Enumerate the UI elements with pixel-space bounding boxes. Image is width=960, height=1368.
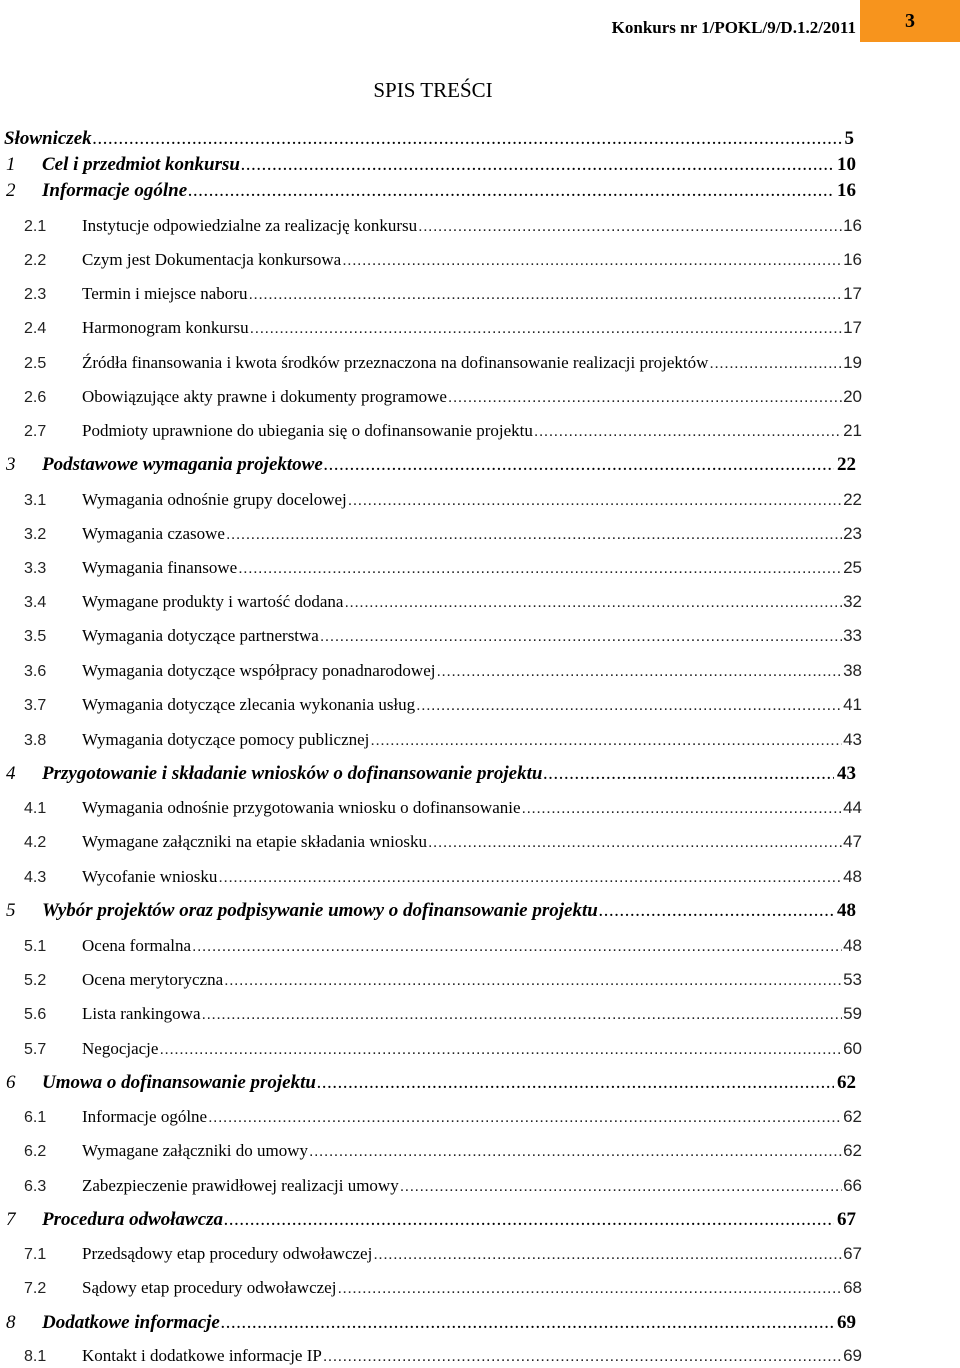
toc-entry-row bbox=[24, 284, 862, 304]
toc-entry-row bbox=[24, 798, 862, 818]
toc-entry-row bbox=[24, 730, 862, 750]
toc-entry-title: Wymagania dotyczące pomocy publicznej bbox=[82, 730, 370, 749]
dot-leader bbox=[436, 663, 842, 681]
toc-section-entry[interactable] bbox=[0, 822, 960, 852]
toc-entry-number: 2.7 bbox=[24, 423, 47, 440]
toc-entry-page: 43 bbox=[837, 763, 856, 784]
toc-entry-number: 7.1 bbox=[24, 1246, 47, 1263]
toc-entry-number: 4 bbox=[6, 763, 16, 784]
toc-entry-number: 4.1 bbox=[24, 800, 47, 817]
toc-entry-number: 2.3 bbox=[24, 286, 47, 303]
toc-entry-title: Czym jest Dokumentacja konkursowa bbox=[82, 250, 342, 269]
toc-entry-row bbox=[24, 970, 862, 990]
toc-entry-title: Wymagania dotyczące partnerstwa bbox=[82, 626, 319, 645]
toc-entry-page: 17 bbox=[843, 318, 862, 337]
toc-entry-number: 7.2 bbox=[24, 1280, 47, 1297]
toc-entry-page: 48 bbox=[843, 867, 862, 886]
dot-leader bbox=[320, 628, 842, 646]
toc-chapter-entry[interactable] bbox=[0, 755, 960, 785]
document-reference: Konkurs nr 1/POKL/9/D.1.2/2011 bbox=[611, 18, 856, 37]
toc-entry-row bbox=[24, 353, 862, 373]
toc-entry-page: 23 bbox=[843, 524, 862, 543]
toc-entry-title: Przygotowanie i składanie wniosków o dofinansowanie projektu bbox=[42, 763, 543, 784]
toc-entry-page: 16 bbox=[843, 250, 862, 269]
toc-entry-number: 2.1 bbox=[24, 218, 47, 235]
dot-leader bbox=[221, 1312, 834, 1334]
toc-entry-page: 22 bbox=[837, 454, 856, 475]
toc-entry-row bbox=[24, 1278, 862, 1298]
toc-section-entry[interactable] bbox=[0, 1268, 960, 1298]
dot-leader bbox=[428, 834, 842, 852]
toc-entry-number: 6.3 bbox=[24, 1178, 47, 1195]
toc-entry-number: 5.1 bbox=[24, 938, 47, 955]
dot-leader bbox=[373, 1246, 842, 1264]
toc-entry-title: Instytucje odpowiedzialne za realizację konkursu bbox=[82, 216, 418, 235]
toc-entry-page: 5 bbox=[844, 128, 854, 149]
toc-section-entry[interactable] bbox=[0, 616, 960, 646]
toc-entry-row bbox=[24, 832, 862, 852]
dot-leader bbox=[400, 1178, 842, 1196]
toc-entry-number: 3.8 bbox=[24, 732, 47, 749]
toc-entry-page: 43 bbox=[843, 730, 862, 749]
toc-entry-number: 6 bbox=[6, 1072, 16, 1093]
toc-entry-page: 60 bbox=[843, 1039, 862, 1058]
dot-leader bbox=[344, 594, 842, 612]
toc-section-entry[interactable] bbox=[0, 308, 960, 338]
dot-leader bbox=[370, 732, 842, 750]
toc-entry-title: Wymagane produkty i wartość dodana bbox=[82, 592, 344, 611]
toc-entry-number: 5.6 bbox=[24, 1006, 47, 1023]
toc-entry-page: 68 bbox=[843, 1278, 862, 1297]
toc-entry-row bbox=[24, 626, 862, 646]
toc-entry-row bbox=[24, 490, 862, 510]
toc-entry-title: Wymagania odnośnie przygotowania wniosku o dofinansowanie bbox=[82, 798, 521, 817]
toc-entry-number: 2.5 bbox=[24, 355, 47, 372]
toc-entry-row bbox=[24, 250, 862, 270]
dot-leader bbox=[238, 560, 842, 578]
toc-entry-title: Termin i miejsce naboru bbox=[82, 284, 248, 303]
dot-leader bbox=[448, 389, 842, 407]
toc-entry-row bbox=[24, 387, 862, 407]
toc-entry-row bbox=[24, 1141, 862, 1161]
toc-entry-page: 53 bbox=[843, 970, 862, 989]
toc-entry-page: 67 bbox=[837, 1209, 856, 1230]
toc-entry-row bbox=[24, 592, 862, 612]
toc-entry-row bbox=[6, 1072, 856, 1094]
dot-leader bbox=[348, 492, 842, 510]
toc-entry-title: Słowniczek bbox=[4, 128, 92, 149]
toc-entry-number: 4.2 bbox=[24, 834, 47, 851]
toc-entry-number: 1 bbox=[6, 154, 16, 175]
toc-entry-title: Obowiązujące akty prawne i dokumenty programowe bbox=[82, 387, 447, 406]
toc-entry-page: 48 bbox=[843, 936, 862, 955]
dot-leader bbox=[226, 526, 842, 544]
toc-entry-page: 62 bbox=[843, 1107, 862, 1126]
toc-entry-title: Wymagane załączniki na etapie składania wniosku bbox=[82, 832, 427, 851]
dot-leader bbox=[337, 1280, 842, 1298]
toc-entry-row bbox=[24, 1176, 862, 1196]
toc-section-entry[interactable] bbox=[0, 1234, 960, 1264]
toc-entry-row bbox=[6, 1312, 856, 1334]
toc-entry-row bbox=[24, 1039, 862, 1059]
toc-section-entry[interactable] bbox=[0, 514, 960, 544]
dot-leader bbox=[188, 180, 834, 202]
dot-leader bbox=[224, 972, 842, 990]
toc-section-entry[interactable] bbox=[0, 206, 960, 236]
toc-entry-row bbox=[24, 216, 862, 236]
toc-entry-page: 48 bbox=[837, 900, 856, 921]
toc-entry-number: 3.2 bbox=[24, 526, 47, 543]
toc-entry-page: 33 bbox=[843, 626, 862, 645]
toc-entry-page: 47 bbox=[843, 832, 862, 851]
dot-leader bbox=[248, 286, 842, 304]
dot-leader bbox=[159, 1041, 842, 1059]
toc-entry-title: Podstawowe wymagania projektowe bbox=[42, 454, 323, 475]
toc-chapter-entry[interactable] bbox=[0, 892, 960, 922]
toc-entry-title: Dodatkowe informacje bbox=[42, 1312, 220, 1333]
toc-section-entry[interactable] bbox=[0, 1166, 960, 1196]
toc-entry-row bbox=[6, 180, 856, 202]
toc-entry-title: Informacje ogólne bbox=[82, 1107, 208, 1126]
dot-leader bbox=[342, 252, 842, 270]
dot-leader bbox=[224, 1209, 834, 1231]
toc-entry-number: 2.4 bbox=[24, 320, 47, 337]
toc-entry-row bbox=[24, 1244, 862, 1264]
toc-entry-title: Wymagane załączniki do umowy bbox=[82, 1141, 309, 1160]
dot-leader bbox=[192, 938, 842, 956]
toc-entry-number: 3 bbox=[6, 454, 16, 475]
toc-entry-row bbox=[24, 936, 862, 956]
toc-section-entry[interactable] bbox=[0, 685, 960, 715]
toc-entry-page: 16 bbox=[837, 180, 856, 201]
toc-entry-title: Zabezpieczenie prawidłowej realizacji umowy bbox=[82, 1176, 399, 1195]
toc-entry-row bbox=[24, 1107, 862, 1127]
dot-leader bbox=[599, 900, 834, 922]
toc-chapter-entry[interactable] bbox=[0, 1064, 960, 1094]
toc-entry-title: Sądowy etap procedury odwoławczej bbox=[82, 1278, 337, 1297]
toc-entry-number: 2 bbox=[6, 180, 16, 201]
toc-entry-title: Wymagania dotyczące zlecania wykonania usług bbox=[82, 695, 416, 714]
toc-entry-title: Harmonogram konkursu bbox=[82, 318, 249, 337]
toc-chapter-entry[interactable] bbox=[0, 172, 960, 202]
toc-entry-title: Informacje ogólne bbox=[42, 180, 188, 201]
toc-entry-row bbox=[24, 661, 862, 681]
toc-entry-title: Umowa o dofinansowanie projektu bbox=[42, 1072, 316, 1093]
toc-entry-number: 3.6 bbox=[24, 663, 47, 680]
toc-chapter-entry[interactable] bbox=[0, 1304, 960, 1334]
toc-entry-page: 32 bbox=[843, 592, 862, 611]
toc-entry-page: 41 bbox=[843, 695, 862, 714]
toc-entry-title: Wymagania czasowe bbox=[82, 524, 225, 543]
toc-entry-number: 3.5 bbox=[24, 628, 47, 645]
toc-entry-page: 17 bbox=[843, 284, 862, 303]
dot-leader bbox=[323, 1348, 842, 1366]
toc-section-entry[interactable] bbox=[0, 926, 960, 956]
toc-section-entry[interactable] bbox=[0, 411, 960, 441]
toc-entry-number: 3.1 bbox=[24, 492, 47, 509]
toc-section-entry[interactable] bbox=[0, 1131, 960, 1161]
toc-chapter-entry[interactable] bbox=[0, 1201, 960, 1231]
toc-entry-row bbox=[6, 454, 856, 476]
toc-entry-row bbox=[24, 318, 862, 338]
toc-entry-row bbox=[24, 1346, 862, 1366]
toc-section-entry[interactable] bbox=[0, 1029, 960, 1059]
toc-entry-row bbox=[6, 1209, 856, 1231]
toc-entry-row bbox=[6, 900, 856, 922]
toc-entry-title: Wybór projektów oraz podpisywanie umowy o dofinansowanie projektu bbox=[42, 900, 598, 921]
toc-entry-title: Ocena merytoryczna bbox=[82, 970, 224, 989]
toc-entry-title: Negocjacje bbox=[82, 1039, 159, 1058]
toc-entry-row bbox=[24, 421, 862, 441]
dot-leader bbox=[522, 800, 843, 818]
toc-entry-title: Lista rankingowa bbox=[82, 1004, 201, 1023]
page-number: 3 bbox=[905, 9, 915, 32]
toc-entry-number: 6.2 bbox=[24, 1143, 47, 1160]
toc-section-entry[interactable] bbox=[0, 274, 960, 304]
toc-entry-page: 19 bbox=[843, 353, 862, 372]
toc-entry-number: 4.3 bbox=[24, 869, 47, 886]
toc-entry-title: Cel i przedmiot konkursu bbox=[42, 154, 240, 175]
toc-title: SPIS TREŚCI bbox=[373, 78, 493, 102]
toc-entry-page: 22 bbox=[843, 490, 862, 509]
toc-entry-page: 25 bbox=[843, 558, 862, 577]
toc-entry-title: Wymagania finansowe bbox=[82, 558, 238, 577]
toc-entry-page: 44 bbox=[843, 798, 862, 817]
toc-entry-page: 67 bbox=[843, 1244, 862, 1263]
toc-entry-title: Wymagania dotyczące współpracy ponadnarodowej bbox=[82, 661, 436, 680]
toc-entry-number: 3.7 bbox=[24, 697, 47, 714]
toc-section-entry[interactable] bbox=[0, 720, 960, 750]
toc-entry-row bbox=[24, 524, 862, 544]
toc-section-entry[interactable] bbox=[0, 994, 960, 1024]
toc-entry-page: 69 bbox=[837, 1312, 856, 1333]
toc-entry-title: Procedura odwoławcza bbox=[42, 1209, 224, 1230]
toc-entry-number: 8 bbox=[6, 1312, 16, 1333]
toc-entry-row bbox=[24, 558, 862, 578]
toc-section-entry[interactable] bbox=[0, 548, 960, 578]
toc-entry-title: Wycofanie wniosku bbox=[82, 867, 218, 886]
toc-section-entry[interactable] bbox=[0, 788, 960, 818]
toc-entry-title: Źródła finansowania i kwota środków przeznaczona na dofinansowanie realizacji projektów bbox=[82, 353, 709, 372]
toc-section-entry[interactable] bbox=[0, 1097, 960, 1127]
toc-entry-title: Kontakt i dodatkowe informacje IP bbox=[82, 1346, 322, 1365]
dot-leader bbox=[709, 355, 842, 373]
toc-section-entry[interactable] bbox=[0, 240, 960, 270]
toc-entry-number: 3.3 bbox=[24, 560, 47, 577]
toc-entry-row bbox=[6, 763, 856, 785]
dot-leader bbox=[218, 869, 842, 887]
toc-section-entry[interactable] bbox=[0, 582, 960, 612]
toc-entry-page: 69 bbox=[843, 1346, 862, 1365]
dot-leader bbox=[534, 423, 842, 441]
toc-entry-row bbox=[24, 1004, 862, 1024]
toc-entry-number: 7 bbox=[6, 1209, 16, 1230]
toc-entry-number: 5 bbox=[6, 900, 16, 921]
toc-entry-number: 5.2 bbox=[24, 972, 47, 989]
toc-entry-row bbox=[24, 695, 862, 715]
toc-section-entry[interactable] bbox=[0, 377, 960, 407]
toc-entry-number: 2.2 bbox=[24, 252, 47, 269]
toc-section-entry[interactable] bbox=[0, 343, 960, 373]
dot-leader bbox=[208, 1109, 842, 1127]
toc-entry-page: 21 bbox=[843, 421, 862, 440]
toc-entry-page: 62 bbox=[837, 1072, 856, 1093]
toc-section-entry[interactable] bbox=[0, 857, 960, 887]
toc-section-entry[interactable] bbox=[0, 960, 960, 990]
toc-entry-page: 62 bbox=[843, 1141, 862, 1160]
toc-entry-number: 6.1 bbox=[24, 1109, 47, 1126]
toc-entry-title: Wymagania odnośnie grupy docelowej bbox=[82, 490, 347, 509]
toc-section-entry[interactable] bbox=[0, 1336, 960, 1366]
toc-entry-title: Ocena formalna bbox=[82, 936, 192, 955]
toc-section-entry[interactable] bbox=[0, 480, 960, 510]
toc-entry-title: Podmioty uprawnione do ubiegania się o dofinansowanie projektu bbox=[82, 421, 533, 440]
toc-section-entry[interactable] bbox=[0, 651, 960, 681]
toc-entry-page: 10 bbox=[837, 154, 856, 175]
dot-leader bbox=[418, 218, 842, 236]
toc-entry-page: 66 bbox=[843, 1176, 862, 1195]
toc-entry-page: 16 bbox=[843, 216, 862, 235]
toc-entry-number: 5.7 bbox=[24, 1041, 47, 1058]
dot-leader bbox=[250, 320, 842, 338]
toc-entry-page: 20 bbox=[843, 387, 862, 406]
toc-entry-page: 59 bbox=[843, 1004, 862, 1023]
dot-leader bbox=[317, 1072, 834, 1094]
toc-entry-number: 2.6 bbox=[24, 389, 47, 406]
toc-entry-row bbox=[24, 867, 862, 887]
toc-entry-number: 8.1 bbox=[24, 1348, 47, 1365]
toc-chapter-entry[interactable] bbox=[0, 446, 960, 476]
toc-entry-number: 3.4 bbox=[24, 594, 47, 611]
dot-leader bbox=[416, 697, 842, 715]
toc-entry-page: 38 bbox=[843, 661, 862, 680]
dot-leader bbox=[543, 763, 834, 785]
dot-leader bbox=[309, 1143, 842, 1161]
dot-leader bbox=[202, 1006, 843, 1024]
dot-leader bbox=[324, 454, 834, 476]
toc-entry-title: Przedsądowy etap procedury odwoławczej bbox=[82, 1244, 373, 1263]
